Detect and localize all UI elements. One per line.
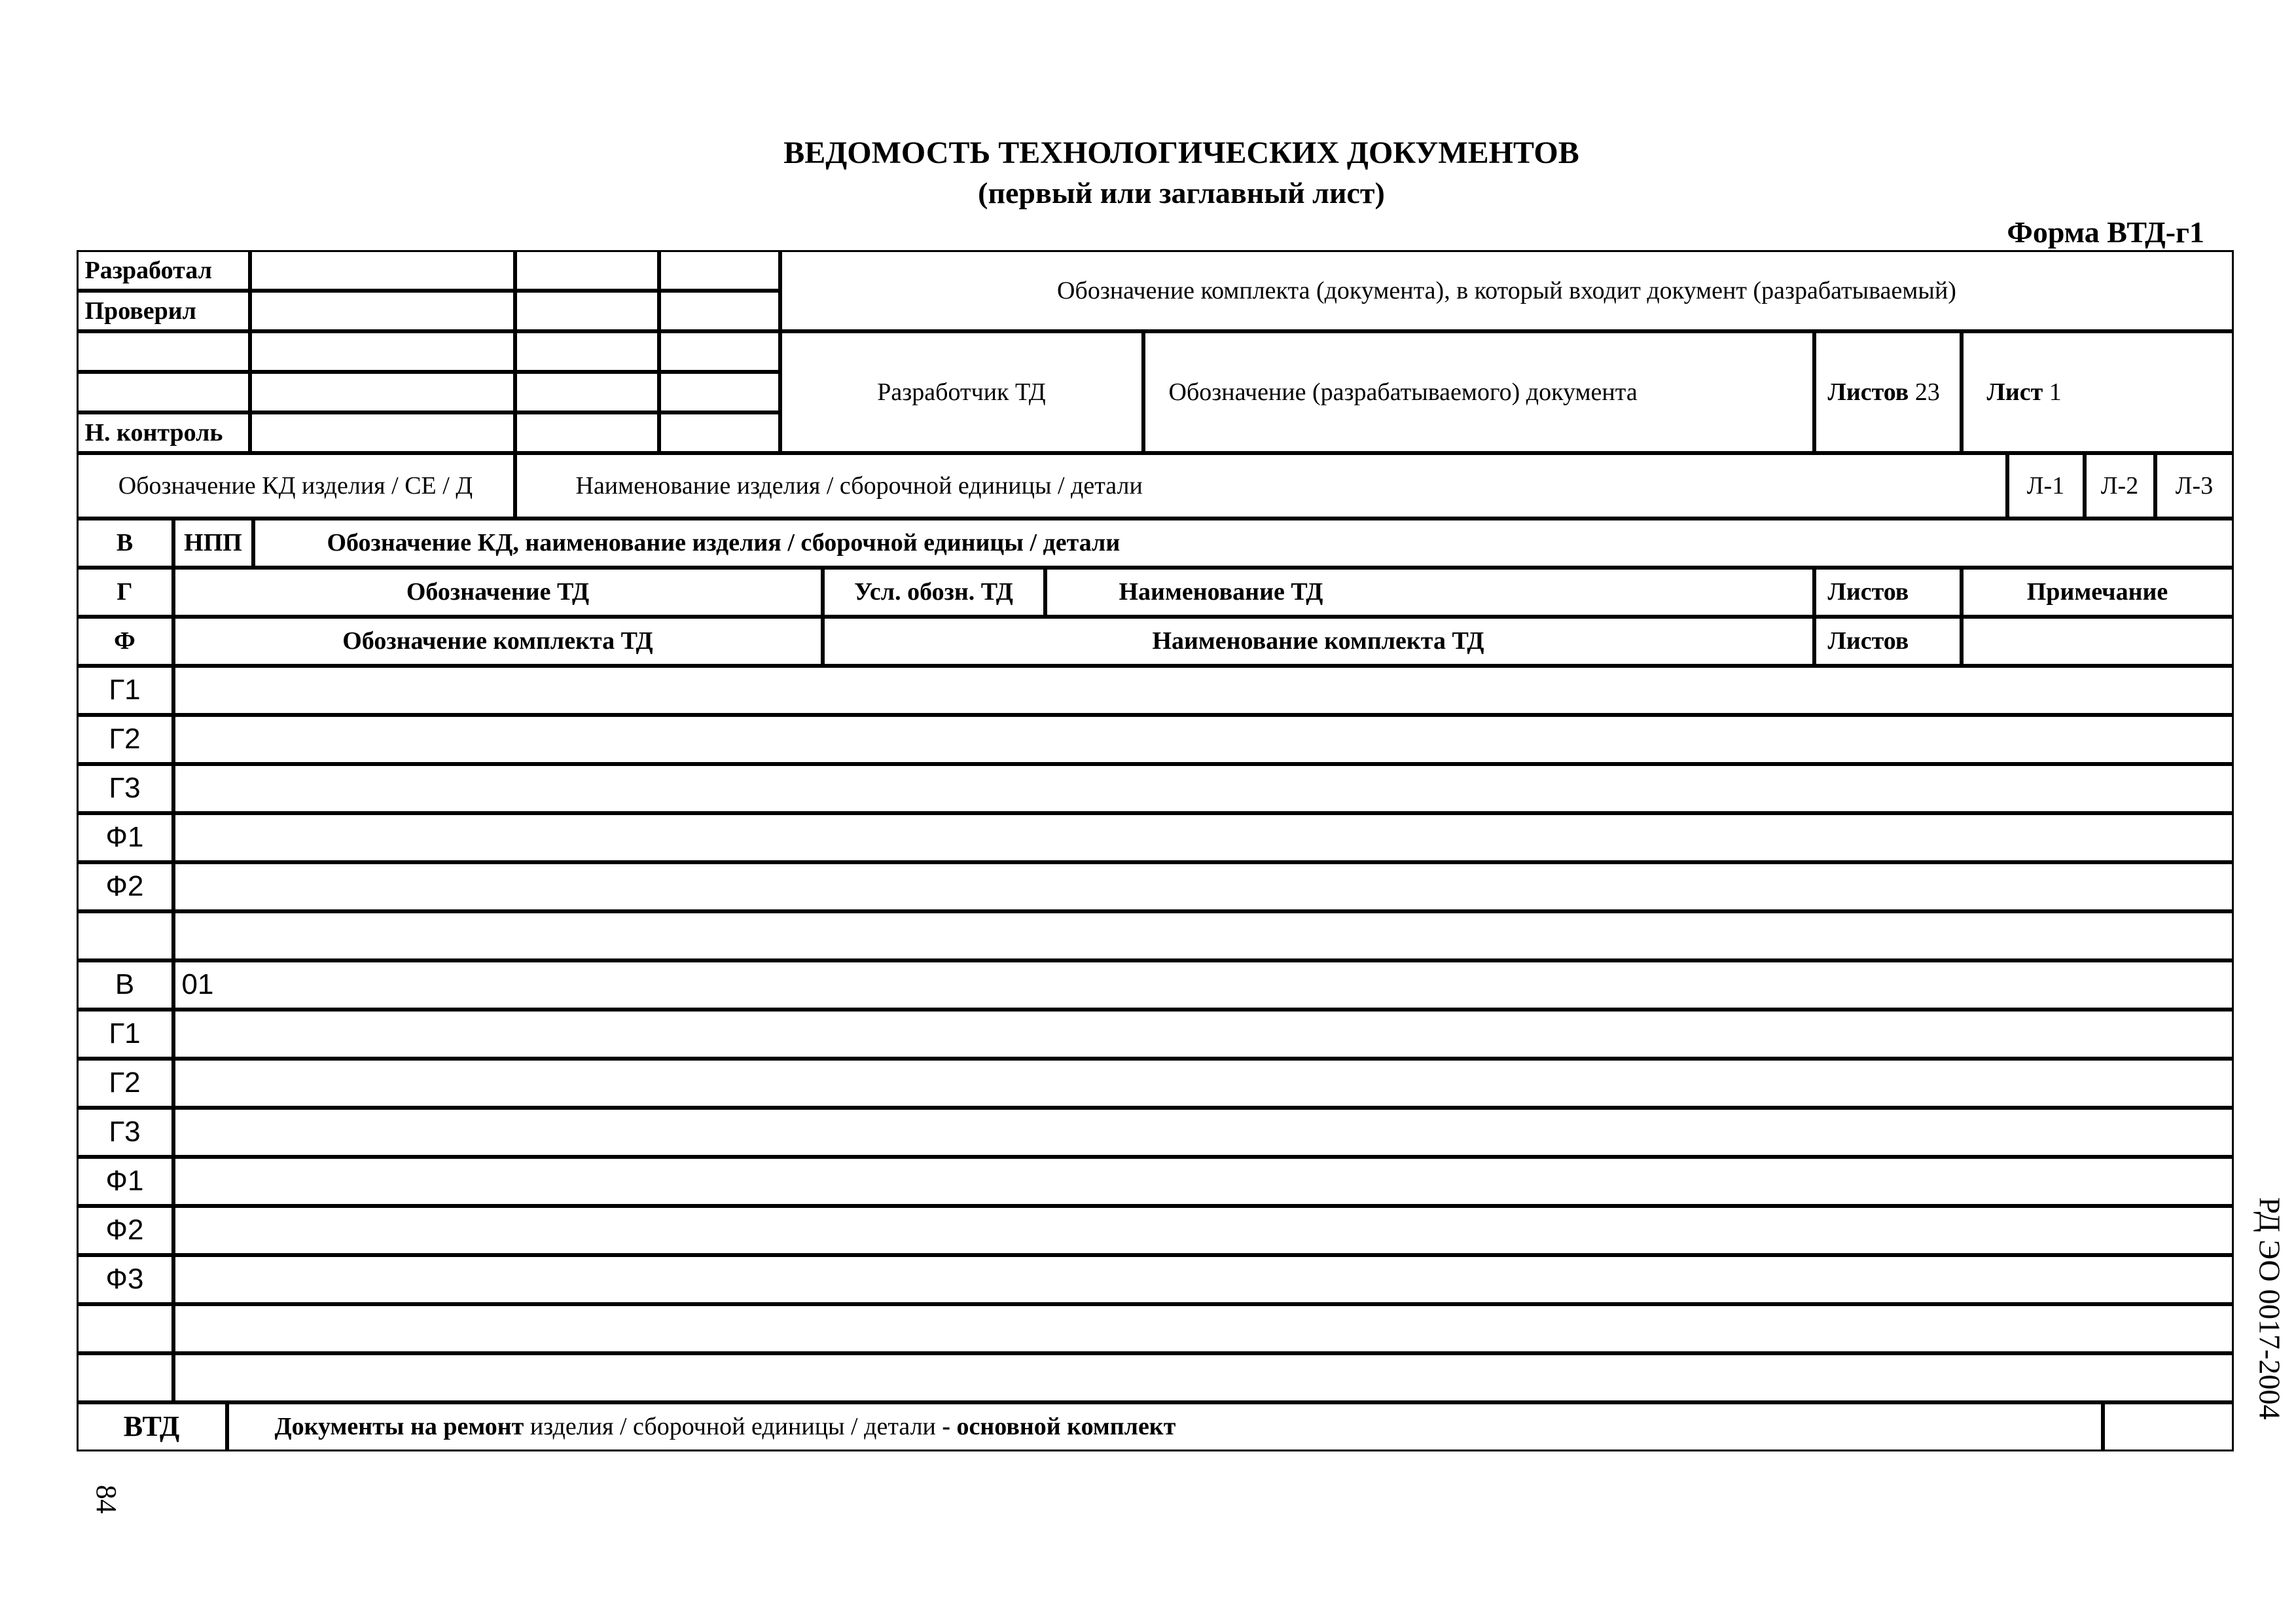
td-name-cell: Наименование ТД (1045, 568, 1814, 617)
row-code: Г1 (77, 1010, 173, 1059)
row-content-field[interactable] (173, 1157, 2234, 1206)
row-code: Г3 (77, 764, 173, 813)
norm-control-name-field[interactable] (250, 412, 515, 453)
td-symbol-cell: Усл. обозн. ТД (823, 568, 1045, 617)
label-checked: Проверил (77, 291, 250, 331)
row-code: Г3 (77, 1108, 173, 1157)
row-content-field[interactable] (173, 813, 2234, 862)
signature-sign-field[interactable] (515, 372, 659, 412)
form-table (77, 251, 2234, 1455)
td-designation-cell: Обозначение ТД (173, 568, 823, 617)
document-code: РД ЭО 0017-2004 (2253, 1197, 2287, 1420)
v-code-cell: В (77, 519, 173, 568)
document-subtitle: (первый или заглавный лист) (978, 176, 1385, 210)
footer-extra-field[interactable] (2103, 1402, 2234, 1451)
row-code: Г2 (77, 1059, 173, 1108)
note-cell: Примечание (1962, 568, 2234, 617)
signature-role-field[interactable] (77, 372, 250, 412)
footer-text-bold-1: Документы на ремонт (274, 1413, 524, 1440)
row-code: Ф3 (77, 1255, 173, 1304)
page-number: 84 (90, 1485, 122, 1514)
sheets-label: Листов (1827, 378, 1909, 406)
f-note-field[interactable] (1962, 617, 2234, 666)
g-code-cell: Г (77, 568, 173, 617)
row-code (77, 1353, 173, 1402)
kd-designation-cell: Обозначение КД изделия / СЕ / Д (77, 453, 515, 519)
sheet-number-cell (1962, 331, 2234, 453)
row-content-field[interactable] (173, 1206, 2234, 1255)
row-code: Ф1 (77, 1157, 173, 1206)
checked-sign-field[interactable] (515, 291, 659, 331)
footer-text-bold-2: - основной комплект (942, 1413, 1176, 1440)
developed-date-field[interactable] (659, 250, 780, 291)
row-content-field[interactable] (173, 715, 2234, 764)
row-content-field[interactable] (173, 1304, 2234, 1353)
row-content-field[interactable] (173, 764, 2234, 813)
row-code: Г1 (77, 666, 173, 715)
signature-name-field[interactable] (250, 372, 515, 412)
row-code: Ф2 (77, 1206, 173, 1255)
vtd-code-cell: ВТД (77, 1402, 227, 1451)
signature-role-field[interactable] (77, 331, 250, 372)
row-content-field[interactable] (173, 1010, 2234, 1059)
row-content-field[interactable] (173, 911, 2234, 960)
l2-cell: Л-2 (2085, 453, 2155, 519)
sheet-label: Лист (1986, 378, 2043, 406)
norm-control-date-field[interactable] (659, 412, 780, 453)
row-content-field[interactable] (173, 1059, 2234, 1108)
developed-sign-field[interactable] (515, 250, 659, 291)
label-norm-control: Н. контроль (77, 412, 250, 453)
row-content-field[interactable]: 01 (173, 960, 2234, 1010)
signature-date-field[interactable] (659, 331, 780, 372)
signature-date-field[interactable] (659, 372, 780, 412)
g-sheets-cell: Листов (1814, 568, 1962, 617)
checked-name-field[interactable] (250, 291, 515, 331)
document-title: ВЕДОМОСТЬ ТЕХНОЛОГИЧЕСКИХ ДОКУМЕНТОВ (783, 136, 1579, 170)
kit-designation-cell: Обозначение комплекта (документа), в который входит документ (разрабатываемый) (780, 250, 2234, 331)
norm-control-sign-field[interactable] (515, 412, 659, 453)
developed-name-field[interactable] (250, 250, 515, 291)
l3-cell: Л-3 (2155, 453, 2234, 519)
row-code: Ф2 (77, 862, 173, 911)
row-content-field[interactable] (173, 666, 2234, 715)
signature-name-field[interactable] (250, 331, 515, 372)
label-developed: Разработал (77, 250, 250, 291)
kit-td-name-cell: Наименование комплекта ТД (823, 617, 1814, 666)
row-code (77, 1304, 173, 1353)
l1-cell: Л-1 (2007, 453, 2085, 519)
sheet-value: 1 (2049, 378, 2062, 406)
td-developer-cell: Разработчик ТД (780, 331, 1143, 453)
row-content-field[interactable] (173, 1108, 2234, 1157)
row-code: Ф1 (77, 813, 173, 862)
f-sheets-cell: Листов (1814, 617, 1962, 666)
row-content-field[interactable] (173, 1255, 2234, 1304)
signature-sign-field[interactable] (515, 331, 659, 372)
doc-designation-cell: Обозначение (разрабатываемого) документа (1143, 331, 1814, 453)
form-label: Форма ВТД-г1 (2007, 215, 2204, 249)
v-text-cell: Обозначение КД, наименование изделия / сборочной единицы / детали (253, 519, 2234, 568)
row-code: Г2 (77, 715, 173, 764)
footer-text-normal: изделия / сборочной единицы / детали (524, 1413, 942, 1440)
sheets-value: 23 (1914, 378, 1940, 406)
npp-cell: НПП (173, 519, 253, 568)
row-code: В (77, 960, 173, 1010)
row-content-field[interactable] (173, 1353, 2234, 1402)
f-code-cell: Ф (77, 617, 173, 666)
row-code (77, 911, 173, 960)
footer-text-cell (227, 1402, 2103, 1451)
kit-td-designation-cell: Обозначение комплекта ТД (173, 617, 823, 666)
checked-date-field[interactable] (659, 291, 780, 331)
row-content-field[interactable] (173, 862, 2234, 911)
item-name-cell: Наименование изделия / сборочной единицы / детали (515, 453, 2007, 519)
sheets-total-cell (1814, 331, 1962, 453)
